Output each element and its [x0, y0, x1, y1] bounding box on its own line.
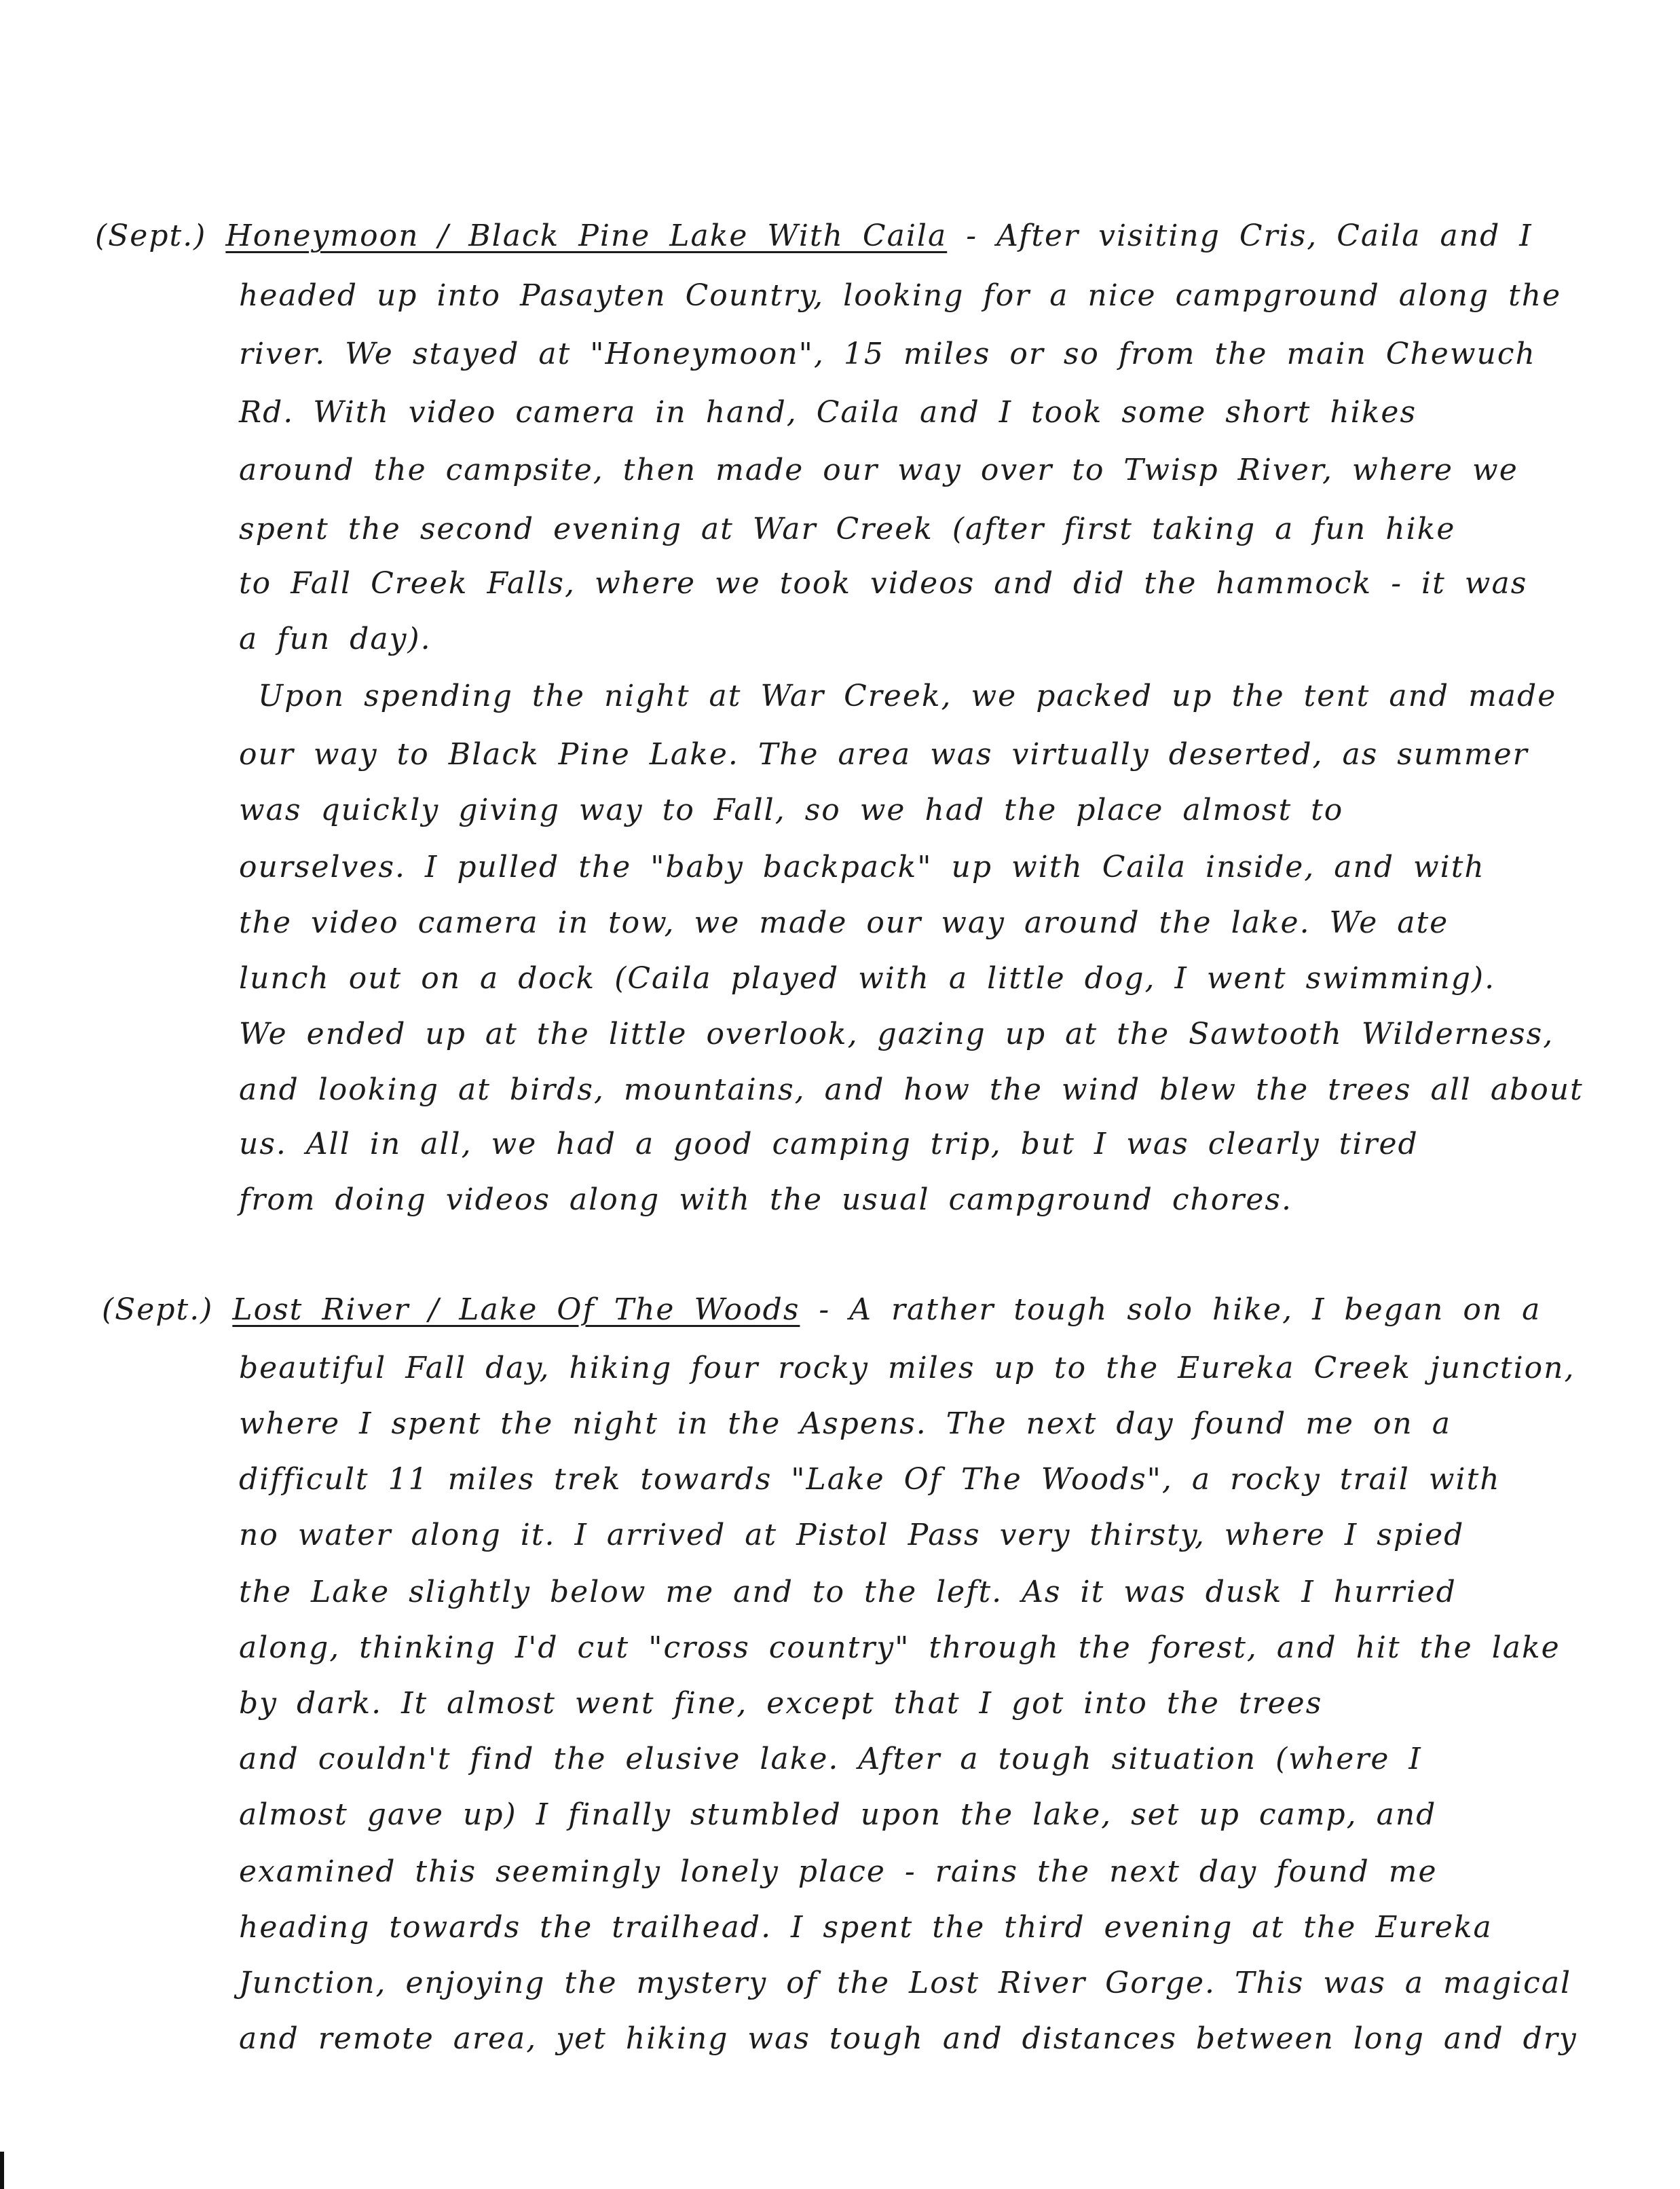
text-line: from doing videos along with the usual campground chores. [239, 1182, 1292, 1217]
text-line: us. All in all, we had a good camping trip, but I was clearly tired [239, 1127, 1419, 1161]
text-line: and remote area, yet hiking was tough and distances between long and dry [239, 2021, 1578, 2056]
text-line: the Lake slightly below me and to the left. As it was dusk I hurried [239, 1575, 1457, 1609]
text-line: and couldn't find the elusive lake. After a tough situation (where I [239, 1742, 1422, 1776]
text-line: Upon spending the night at War Creek, we packed up the tent and made [258, 679, 1557, 713]
text-line: heading towards the trailhead. I spent the third evening at the Eureka [239, 1910, 1493, 1945]
entry-first-line-text: - After visiting Cris, Caila and I [966, 219, 1533, 253]
entry-date: (Sept.) [102, 1292, 214, 1327]
text-line: lunch out on a dock (Caila played with a little dog, I went swimming). [239, 961, 1496, 996]
text-line: river. We stayed at "Honeymoon", 15 miles or so from the main Chewuch [239, 337, 1536, 371]
text-line: beautiful Fall day, hiking four rocky miles up to the Eureka Creek junction, [239, 1351, 1575, 1385]
text-line: difficult 11 miles trek towards "Lake Of The Woods", a rocky trail with [239, 1462, 1501, 1497]
text-line: around the campsite, then made our way over to Twisp River, where we [239, 453, 1518, 487]
scan-edge-mark [0, 2152, 4, 2189]
text-line: headed up into Pasayten Country, looking for a nice campground along the [239, 278, 1562, 313]
text-line: by dark. It almost went fine, except that I got into the trees [239, 1686, 1323, 1721]
text-line: ourselves. I pulled the "baby backpack" up with Caila inside, and with [239, 850, 1485, 884]
entry-first-line [102, 1290, 1541, 1330]
entry-first-line [95, 216, 1533, 257]
text-line: along, thinking I'd cut "cross country" through the forest, and hit the lake [239, 1630, 1561, 1665]
text-line: We ended up at the little overlook, gazing up at the Sawtooth Wilderness, [239, 1017, 1554, 1051]
text-line: Rd. With video camera in hand, Caila and I took some short hikes [239, 395, 1417, 430]
text-line: to Fall Creek Falls, where we took videos and did the hammock - it was [239, 566, 1528, 601]
text-line: examined this seemingly lonely place - rains the next day found me [239, 1854, 1438, 1889]
text-line: and looking at birds, mountains, and how the wind blew the trees all about [239, 1072, 1584, 1107]
text-line: our way to Black Pine Lake. The area was virtually deserted, as summer [239, 737, 1529, 772]
text-line: no water along it. I arrived at Pistol Pass very thirsty, where I spied [239, 1518, 1465, 1552]
text-line: spent the second evening at War Creek (after first taking a fun hike [239, 512, 1456, 546]
entry-date: (Sept.) [95, 219, 207, 253]
text-line: the video camera in tow, we made our way around the lake. We ate [239, 905, 1449, 940]
text-line: Junction, enjoying the mystery of the Lost River Gorge. This was a magical [239, 1966, 1572, 2000]
text-line: a fun day). [239, 622, 432, 656]
entry-first-line-text: - A rather tough solo hike, I began on a [819, 1292, 1542, 1327]
text-line: was quickly giving way to Fall, so we had the place almost to [239, 793, 1344, 827]
entry-title: Lost River / Lake Of The Woods [232, 1292, 800, 1327]
entry-title: Honeymoon / Black Pine Lake With Caila [225, 219, 948, 253]
text-line: where I spent the night in the Aspens. The next day found me on a [239, 1406, 1451, 1441]
text-line: almost gave up) I finally stumbled upon the lake, set up camp, and [239, 1797, 1437, 1832]
